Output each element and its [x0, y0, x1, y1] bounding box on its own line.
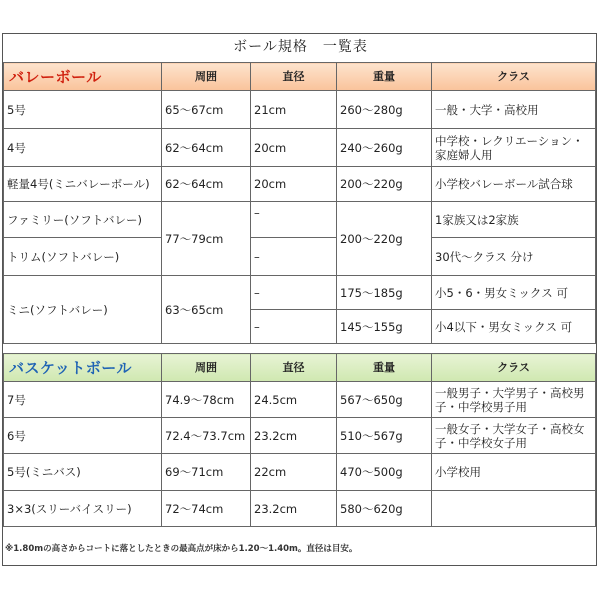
weight-cell: 175～185g [337, 276, 432, 310]
diameter-cell: 23.2cm [251, 418, 337, 454]
table-row [4, 276, 596, 310]
diameter-header: 直径 [251, 354, 337, 382]
class-cell: 1家族又は2家族 [432, 202, 596, 238]
diameter-cell: 20cm [251, 129, 337, 167]
ball-name: トリム(ソフトバレー) [4, 238, 162, 276]
volleyball-table [3, 62, 596, 344]
weight-cell: 145～155g [337, 310, 432, 344]
circumference-cell: 63～65cm [162, 276, 251, 344]
ball-name: 6号 [4, 418, 162, 454]
diameter-cell: – [251, 276, 337, 310]
diameter-cell: – [251, 310, 337, 344]
circumference-cell: 77～79cm [162, 202, 251, 276]
weight-cell: 510～567g [337, 418, 432, 454]
ball-name: ファミリー(ソフトバレー) [4, 202, 162, 238]
circumference-cell: 62～64cm [162, 129, 251, 167]
table-row [4, 491, 596, 527]
class-cell: 中学校・レクリエーション・家庭婦人用 [432, 129, 596, 167]
ball-name: ミニ(ソフトバレー) [4, 276, 162, 344]
weight-cell: 260～280g [337, 91, 432, 129]
weight-header: 重量 [337, 63, 432, 91]
class-cell: 小5・6・男女ミックス 可 [432, 276, 596, 310]
footnote: ※1.80mの高さからコートに落としたときの最高点が床から1.20～1.40m。直径は目安。 [5, 544, 358, 554]
circumference-header: 周囲 [162, 63, 251, 91]
weight-cell: 240～260g [337, 129, 432, 167]
weight-cell: 470～500g [337, 454, 432, 491]
circumference-cell: 62～64cm [162, 167, 251, 202]
diameter-cell: 24.5cm [251, 382, 337, 418]
diameter-cell: 21cm [251, 91, 337, 129]
ball-name: 5号 [4, 91, 162, 129]
ball-name: 3×3(スリーバイスリー) [4, 491, 162, 527]
weight-cell: 200～220g [337, 167, 432, 202]
basketball-table [3, 353, 596, 527]
table-row [4, 91, 596, 129]
ball-name: 5号(ミニバス) [4, 454, 162, 491]
circumference-cell: 72～74cm [162, 491, 251, 527]
class-cell: 小4以下・男女ミックス 可 [432, 310, 596, 344]
basketball-heading: バスケットボール [4, 354, 162, 382]
circumference-cell: 74.9～78cm [162, 382, 251, 418]
weight-cell: 580～620g [337, 491, 432, 527]
table-row [4, 454, 596, 491]
class-cell [432, 491, 596, 527]
class-cell: 30代～クラス 分け [432, 238, 596, 276]
class-header: クラス [432, 63, 596, 91]
ball-name: 4号 [4, 129, 162, 167]
class-cell: 一般・大学・高校用 [432, 91, 596, 129]
basketball-header-row [4, 354, 596, 382]
diameter-cell: – [251, 202, 337, 238]
table-row [4, 167, 596, 202]
volleyball-header-row [4, 63, 596, 91]
diameter-cell: – [251, 238, 337, 276]
table-row [4, 238, 596, 276]
circumference-cell: 69～71cm [162, 454, 251, 491]
class-cell: 一般男子・大学男子・高校男子・中学校男子用 [432, 382, 596, 418]
circumference-cell: 72.4～73.7cm [162, 418, 251, 454]
table-row [4, 129, 596, 167]
weight-cell: 567～650g [337, 382, 432, 418]
circumference-cell: 65～67cm [162, 91, 251, 129]
ball-name: 7号 [4, 382, 162, 418]
document-title: ボール規格 一覧表 [233, 39, 368, 55]
spec-sheet [2, 33, 597, 566]
weight-cell: 200～220g [337, 202, 432, 276]
circumference-header: 周囲 [162, 354, 251, 382]
class-cell: 小学校バレーボール試合球 [432, 167, 596, 202]
ball-name: 軽量4号(ミニバレーボール) [4, 167, 162, 202]
table-row [4, 202, 596, 238]
diameter-cell: 23.2cm [251, 491, 337, 527]
weight-header: 重量 [337, 354, 432, 382]
class-cell: 一般女子・大学女子・高校女子・中学校女子用 [432, 418, 596, 454]
class-header: クラス [432, 354, 596, 382]
diameter-header: 直径 [251, 63, 337, 91]
table-row [4, 382, 596, 418]
diameter-cell: 20cm [251, 167, 337, 202]
volleyball-heading: バレーボール [4, 63, 162, 91]
table-row [4, 418, 596, 454]
diameter-cell: 22cm [251, 454, 337, 491]
class-cell: 小学校用 [432, 454, 596, 491]
